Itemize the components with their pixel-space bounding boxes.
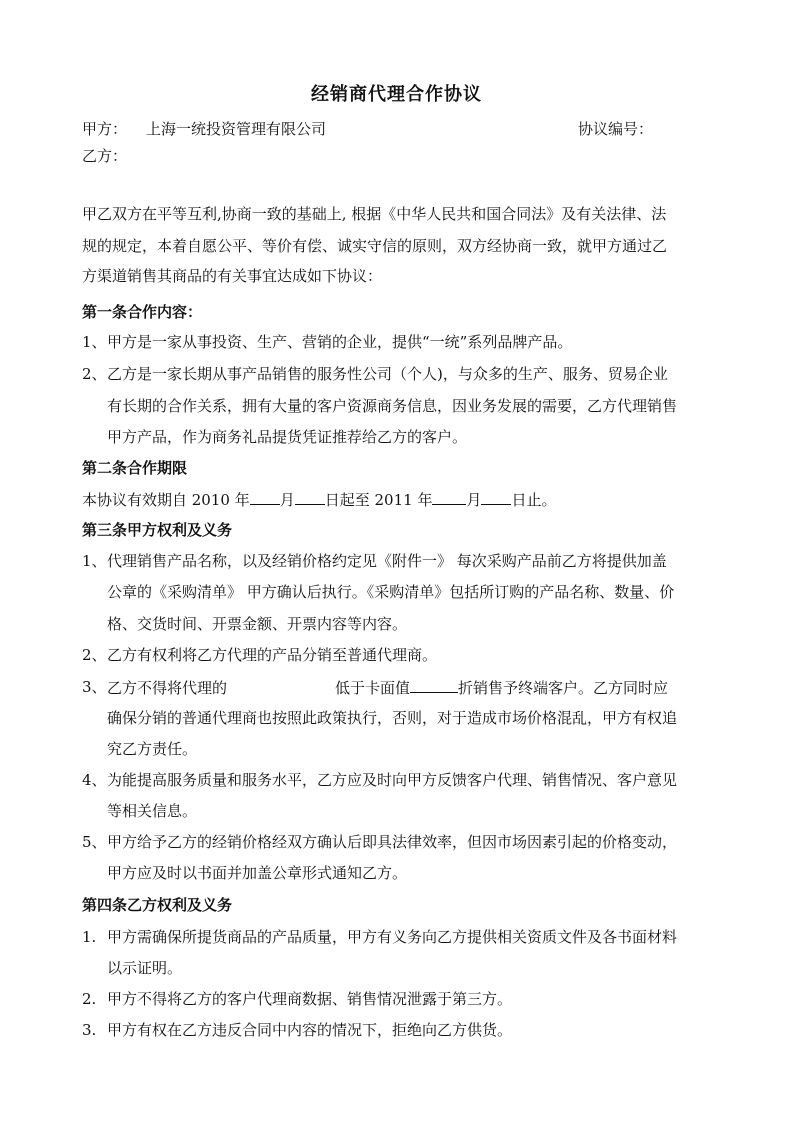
end-month-blank[interactable]: [432, 489, 466, 505]
preamble-line: 方渠道销售其商品的有关事宜达成如下协议：: [82, 267, 383, 285]
list-item-text: 代理销售产品名称，以及经销价格约定见《附件一》 每次采购产品前乙方将提供加盖: [107, 552, 667, 570]
validity-text: 月: [279, 491, 295, 509]
list-item-text: 以示证明。: [107, 959, 183, 977]
list-item-text: 公章的《采购清单》 甲方确认后执行。《采购清单》包括所订购的产品名称、数量、价: [107, 583, 675, 601]
list-item-text: 甲方需确保所提货商品的产品质量，甲方有义务向乙方提供相关资质文件及各书面材料: [107, 928, 678, 946]
start-day-blank[interactable]: [295, 489, 325, 505]
preamble-line: 甲乙双方在平等互利,协商一致的基础上, 根据《中华人民共和国合同法》及有关法律、法: [82, 205, 667, 223]
article-4-heading: 第四条乙方权利及义务: [82, 896, 233, 914]
list-number: 3.: [82, 1021, 97, 1039]
party-a-label: 甲方：: [82, 120, 128, 138]
list-item-text: 等相关信息。: [107, 802, 198, 820]
list-number: 1.: [82, 928, 97, 946]
agreement-number-label: 协议编号：: [578, 120, 654, 138]
list-item-text: 甲方应及时以书面并加盖公章形式通知乙方。: [107, 864, 408, 882]
list-number: 4、: [82, 771, 107, 789]
validity-text: 日起至 2011 年: [324, 491, 433, 509]
list-number: 3、: [82, 678, 107, 696]
start-month-blank[interactable]: [250, 489, 280, 505]
list-item-text: 有长期的合作关系，拥有大量的客户资源商务信息，因业务发展的需要，乙方代理销售: [107, 397, 678, 415]
list-item-text: 甲方是一家从事投资、生产、营销的企业，提供“一统”系列品牌产品。: [107, 333, 573, 351]
item-text-part: 折销售予终端客户。乙方同时应: [458, 679, 669, 697]
list-item-text: 甲方给予乙方的经销价格经双方确认后即具法律效率，但因市场因素引起的价格变动，: [107, 833, 678, 851]
list-number: 2、: [82, 365, 107, 383]
validity-period-line: [82, 489, 556, 510]
list-item-text: 为能提高服务质量和服务水平，乙方应及时向甲方反馈客户代理、销售情况、客户意见: [107, 771, 678, 789]
list-item-text: 格、交货时间、开票金额、开票内容等内容。: [107, 615, 408, 633]
discount-blank[interactable]: [410, 677, 458, 693]
list-item-text: 甲方产品，作为商务礼品提货凭证推荐给乙方的客户。: [107, 428, 468, 446]
article-2-heading: 第二条合作期限: [82, 459, 188, 477]
list-number: 2、: [82, 646, 107, 664]
list-item-text: 乙方有权利将乙方代理的产品分销至普通代理商。: [107, 646, 438, 664]
party-a-name: 上海一统投资管理有限公司: [146, 120, 327, 138]
party-b-label: 乙方：: [82, 147, 128, 165]
list-number: 1、: [82, 333, 107, 351]
validity-text: 日止。: [511, 491, 557, 509]
article-1-heading: 第一条合作内容：: [82, 303, 203, 321]
list-item-text: 究乙方责任。: [107, 740, 198, 758]
list-item-text: 甲方有权在乙方违反合同中内容的情况下，拒绝向乙方供货。: [107, 1021, 513, 1039]
list-number: 5、: [82, 833, 107, 851]
validity-text: 月: [466, 491, 482, 509]
list-item-text: 甲方不得将乙方的客户代理商数据、销售情况泄露于第三方。: [107, 990, 513, 1008]
list-number: 2.: [82, 990, 97, 1008]
validity-text: 本协议有效期自 2010 年: [82, 491, 250, 509]
document-title: 经销商代理合作协议: [311, 84, 482, 105]
item-text-part: 低于卡面值: [335, 679, 411, 697]
preamble-line: 规的规定，本着自愿公平、等价有偿、诚实守信的原则，双方经协商一致，就甲方通过乙: [82, 237, 668, 255]
item-text-part: 乙方不得将代理的: [107, 679, 228, 697]
article-3-heading: 第三条甲方权利及义务: [82, 521, 233, 539]
list-item-text: 乙方是一家长期从事产品销售的服务性公司（个人)，与众多的生产、服务、贸易企业: [107, 365, 668, 383]
end-day-blank[interactable]: [481, 489, 511, 505]
list-number: 1、: [82, 552, 107, 570]
list-item-text: [107, 677, 668, 698]
list-item-text: 确保分销的普通代理商也按照此政策执行，否则，对于造成市场价格混乱，甲方有权追: [107, 709, 678, 727]
